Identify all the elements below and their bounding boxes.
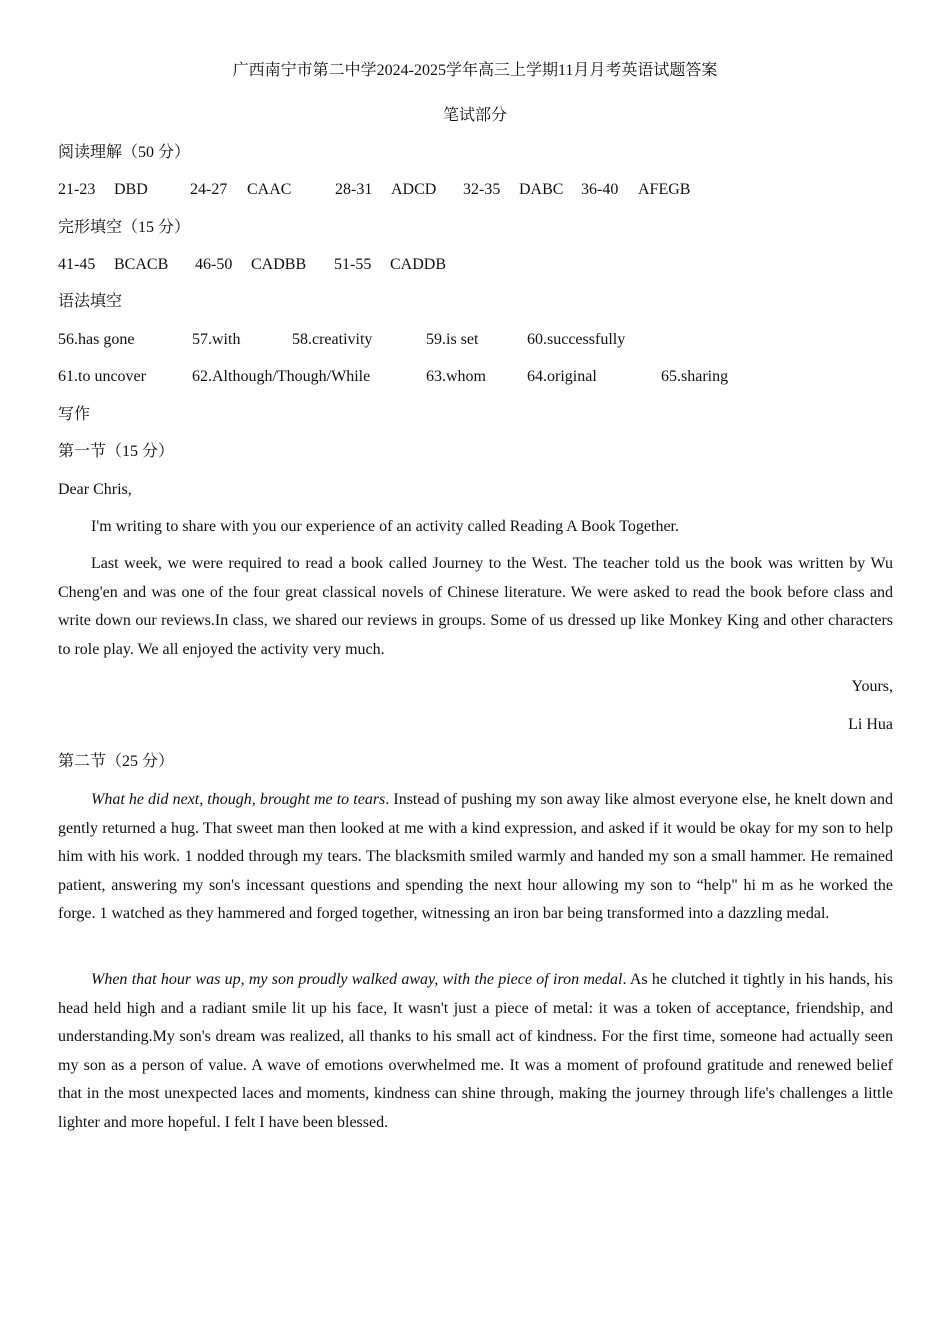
answer-key: DABC: [519, 181, 564, 198]
section1-heading: 第一节（15 分）: [58, 443, 175, 460]
page-title: 广西南宁市第二中学2024-2025学年高三上学期11月月考英语试题答案: [232, 62, 718, 79]
letter-paragraph-2: [58, 550, 893, 664]
section2-heading: 第二节（25 分）: [58, 753, 175, 770]
story-paragraph-1-lead: What he did next, though, brought me to tears: [91, 791, 386, 808]
grammar-heading: 语法填空: [58, 293, 123, 310]
answer-key: CADDB: [390, 256, 447, 273]
cloze-heading: 完形填空（15 分）: [58, 219, 191, 236]
answer-range: 32-35: [463, 181, 501, 198]
story-paragraph-2-body: . As he clutched it tightly in his hands, his head held high and a radiant smile lit up his face, It wasn't just a piece of metal: it was a token of acceptance, friendship, and understanding.My son's dream was realized, all thanks to his small act of kindness. For the first time, someone had actually seen my son as a person of value. A wave of emotions overwhelmed me. It was a moment of profound gratitude and renewed belief that in the most unexpected laces and moments, kindness can shine through, making the journey through life's challenges a little lighter and more hopeful. I felt I have been blessed.: [58, 971, 894, 1131]
writing-heading: 写作: [58, 406, 91, 423]
answer-key: AFEGB: [638, 181, 691, 198]
grammar-answer: 60.successfully: [527, 331, 626, 348]
reading-heading: 阅读理解（50 分）: [58, 144, 191, 161]
answer-key: CAAC: [247, 181, 292, 198]
grammar-answer: 63.whom: [426, 368, 486, 385]
answer-key: ADCD: [391, 181, 437, 198]
grammar-answer: 57.with: [192, 331, 241, 348]
grammar-answer: 64.original: [527, 368, 597, 385]
answer-key: DBD: [114, 181, 148, 198]
grammar-answer: 61.to uncover: [58, 368, 146, 385]
grammar-answer: 62.Although/Though/While: [192, 368, 371, 385]
answer-range: 28-31: [335, 181, 373, 198]
grammar-answer: 65.sharing: [661, 368, 729, 385]
answer-range: 36-40: [581, 181, 619, 198]
answer-key: BCACB: [114, 256, 169, 273]
page-subtitle: 笔试部分: [442, 107, 507, 124]
answer-range: 41-45: [58, 256, 96, 273]
answer-key: CADBB: [251, 256, 307, 273]
story-paragraph-1: [58, 786, 893, 929]
story-paragraph-2: [58, 966, 893, 1138]
grammar-answer: 56.has gone: [58, 331, 135, 348]
letter-paragraph-2-text: Last week, we were required to read a book called Journey to the West. The teacher told us the book was written by Wu Cheng'en and was one of the four great classical novels of Chinese literature. We were asked to read the book before class and write down our reviews.In class, we shared our reviews in groups. Some of us dressed up like Monkey King and other characters to role play. We all enjoyed the activity very much.: [58, 555, 893, 658]
grammar-answer: 58.creativity: [292, 331, 373, 348]
letter-paragraph-1-text: I'm writing to share with you our experience of an activity called Reading A Book Together.: [91, 518, 679, 535]
letter-closing: Yours,: [851, 678, 893, 695]
answer-range: 21-23: [58, 181, 96, 198]
story-paragraph-2-lead: When that hour was up, my son proudly walked away, with the piece of iron medal: [91, 971, 623, 988]
grammar-answer: 59.is set: [426, 331, 479, 348]
answer-range: 46-50: [195, 256, 233, 273]
letter-salutation: Dear Chris,: [58, 481, 132, 498]
answer-range: 51-55: [334, 256, 372, 273]
letter-paragraph-1: [58, 513, 893, 542]
answer-range: 24-27: [190, 181, 228, 198]
letter-signature: Li Hua: [848, 716, 893, 733]
story-paragraph-1-body: . Instead of pushing my son away like almost everyone else, he knelt down and gently returned a hug. That sweet man then looked at me with a kind expression, and asked if it would be okay for my son to help him with his work. 1 nodded through my tears. The blacksmith smiled warmly and handed my son a small hammer. He remained patient, answering my son's incessant questions and spending the next hour allowing my son to “help" hi m as he worked the forge. 1 watched as they hammered and forged together, witnessing an iron bar being transformed into a dazzling medal.: [58, 791, 894, 923]
